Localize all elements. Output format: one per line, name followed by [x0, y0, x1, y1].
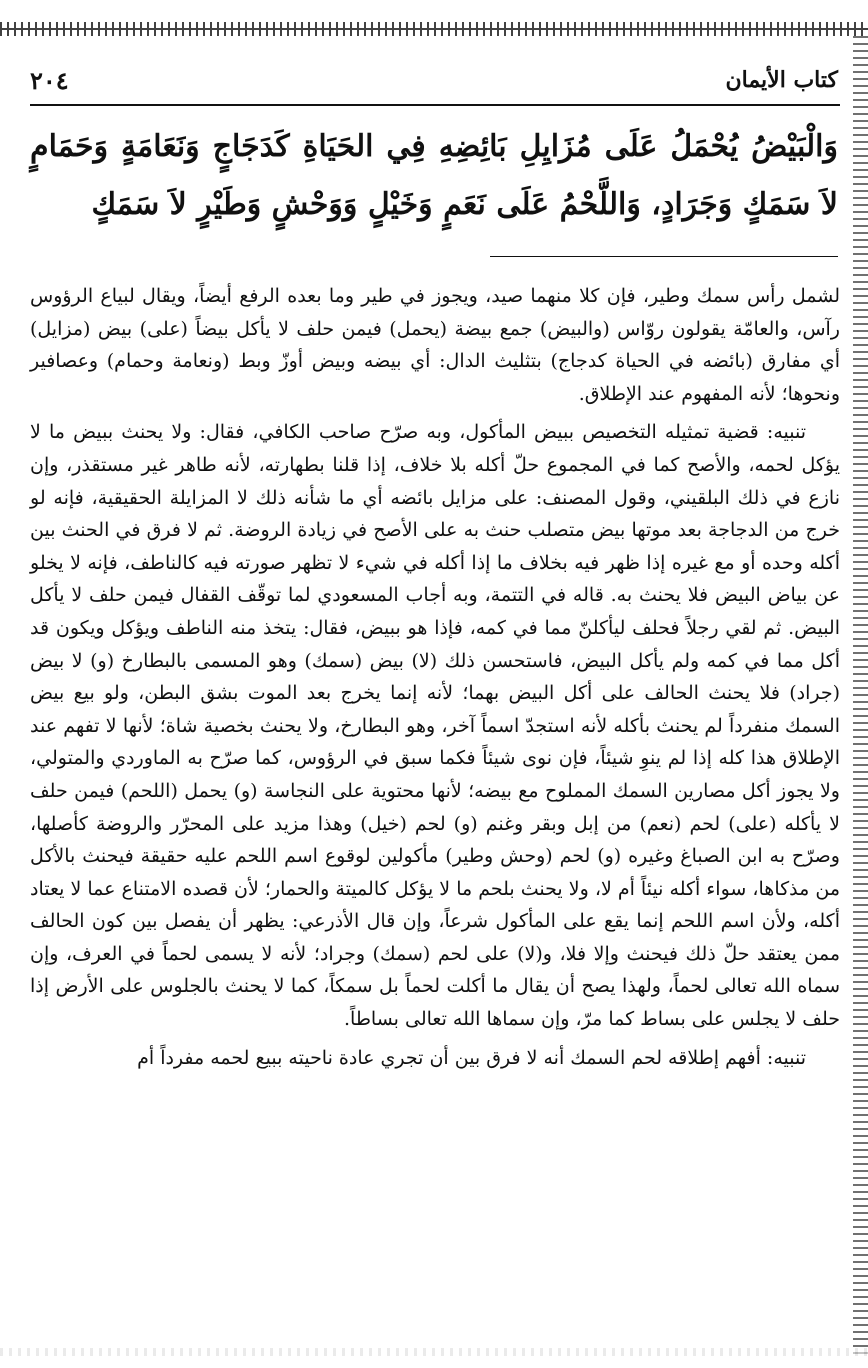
- paragraph-2-tanbih: تنبيه: قضية تمثيله التخصيص ببيض المأكول، وبه صرّح صاحب الكافي، فقال: ولا يحنث ببيض ما لا يؤكل لحمه، والأصح كما في المجموع حلّ أكله بلا خلاف، إذا قلنا بطهارته، لأنه طاهر غير مستقذر، وإن نازع في ذلك البلقيني، وقول المصنف: على مزايل بائضه أي ما شأنه ذلك لا المزايلة الحقيقية، فإنه لو خرج من الدجاجة بعد موتها بيض متصلب حنث به على الأصح في زيادة الروضة. ثم لا فرق في الحنث بين أكله وحده أو مع غيره إذا ظهر فيه بخلاف ما إذا أكله في شيء لا تظهر صورته فيه كالناطف، فإنه لا يخلو عن بياض البيض فلا يحنث به. قاله في التتمة، وبه أجاب المسعودي لما توقّف القفال فيمن حلف لا يأكل البيض. ثم لقي رجلاً فحلف ليأكلنّ مما في كمه، فإذا هو ببيض، فقال: يتخذ منه الناطف ويؤكل ويكون قد أكل مما في كمه ولم يأكل البيض، فاستحسن ذلك (لا) بيض (سمك) وهو المسمى بالبطارخ (و) لا بيض (جراد) فلا يحنث الحالف على أكل البيض بهما؛ لأنه إنما يخرج بعد الموت بشق البطن، ولو بيع بيض السمك منفرداً لم يحنث بأكله لأنه استجدّ اسماً آخر، وهو البطارخ، ولا يحنث بخصية شاة؛ لأنها لا تفهم عند الإطلاق هذا كله إذا لم ينوِ شيئاً، فإن نوى شيئاً فكما سبق في الرؤوس، كما صرّح به الماوردي والمتولي، ولا يجوز أكل مصارين السمك المملوح مع بيضه؛ لأنها محتوية على النجاسة (و) يحمل (اللحم) فيمن حلف لا يأكله (على) لحم (نعم) من إبل وبقر وغنم (و) لحم (خيل) وهذا مزيد على المحرّر والروضة كأصلها، وصرّح به ابن الصباغ وغيره (و) لحم (وحش وطير) مأكولين لوقوع اسم اللحم عليه حقيقة فيحنث بالأكل من مذكاها، سواء أكله نيئاً أم لا، ولا يحنث بلحم ما لا يؤكل كالميتة والحمار؛ لأن قصده الامتناع عما لا يعتاد أكله، ولأن اسم اللحم إنما يقع على المأكول شرعاً، وإن قال الأذرعي: يظهر أن يفصل بين كون الحالف ممن يعتقد حلّ ذلك فيحنث وإلا فلا، و(لا) على لحم (سمك) وجراد؛ لأنه لا يسمى لحماً في العرف، وإن سماه الله تعالى لحماً، ولهذا يصح أن يقال ما أكلت لحماً بل سمكاً، كما لا يحنث بالجلوس على الأرض إذا حلف لا يجلس على بساط كما مرّ، وإن سماها الله تعالى بساطاً.: [30, 421, 841, 1031]
- ornamental-top-border: [0, 22, 868, 36]
- page-number: ٢٠٤: [30, 65, 69, 95]
- paragraph-1: لشمل رأس سمك وطير، فإن كلا منهما صيد، ويجوز في طير وما بعده الرفع أيضاً، ويقال لبياع الرؤوس رآس، والعامّة يقولون روّاس (والبيض) جمع بيضة (يحمل) فيمن حلف لا يأكل بيضاً (على) بيض (مزايل) أي مفارق (بائضه في الحياة كدجاج) بتثليث الدال: أي بيضه وبيض أوزّ وبط (ونعامة وحمام) وعصافير ونحوها؛ لأنه المفهوم عند الإطلاق.: [30, 285, 840, 405]
- paragraph-3-tanbih: تنبيه: أفهم إطلاقه لحم السمك أنه لا فرق بين أن تجري عادة ناحيته ببيع لحمه مفرداً أم: [137, 1046, 806, 1069]
- matn-verse: وَالْبَيْضُ يُحْمَلُ عَلَى مُزَايِلِ بَائِضِهِ فِي الحَيَاةِ كَدَجَاجٍ وَنَعَامَةٍ وَحَمَامٍ لاَ سَمَكٍ وَجَرَادٍ، وَاللَّحْمُ عَلَى نَعَمٍ وَخَيْلٍ وَوَحْشٍ وَطَيْرٍ لاَ سَمَكٍ: [30, 129, 838, 222]
- book-title: كتاب الأيمان: [725, 67, 838, 93]
- page-header: [30, 58, 838, 102]
- ornamental-right-border: [853, 36, 868, 1356]
- header-divider: [30, 104, 840, 106]
- verse-divider: [490, 256, 838, 257]
- commentary-body: [30, 280, 840, 1074]
- scan-noise-strip: [0, 1348, 868, 1356]
